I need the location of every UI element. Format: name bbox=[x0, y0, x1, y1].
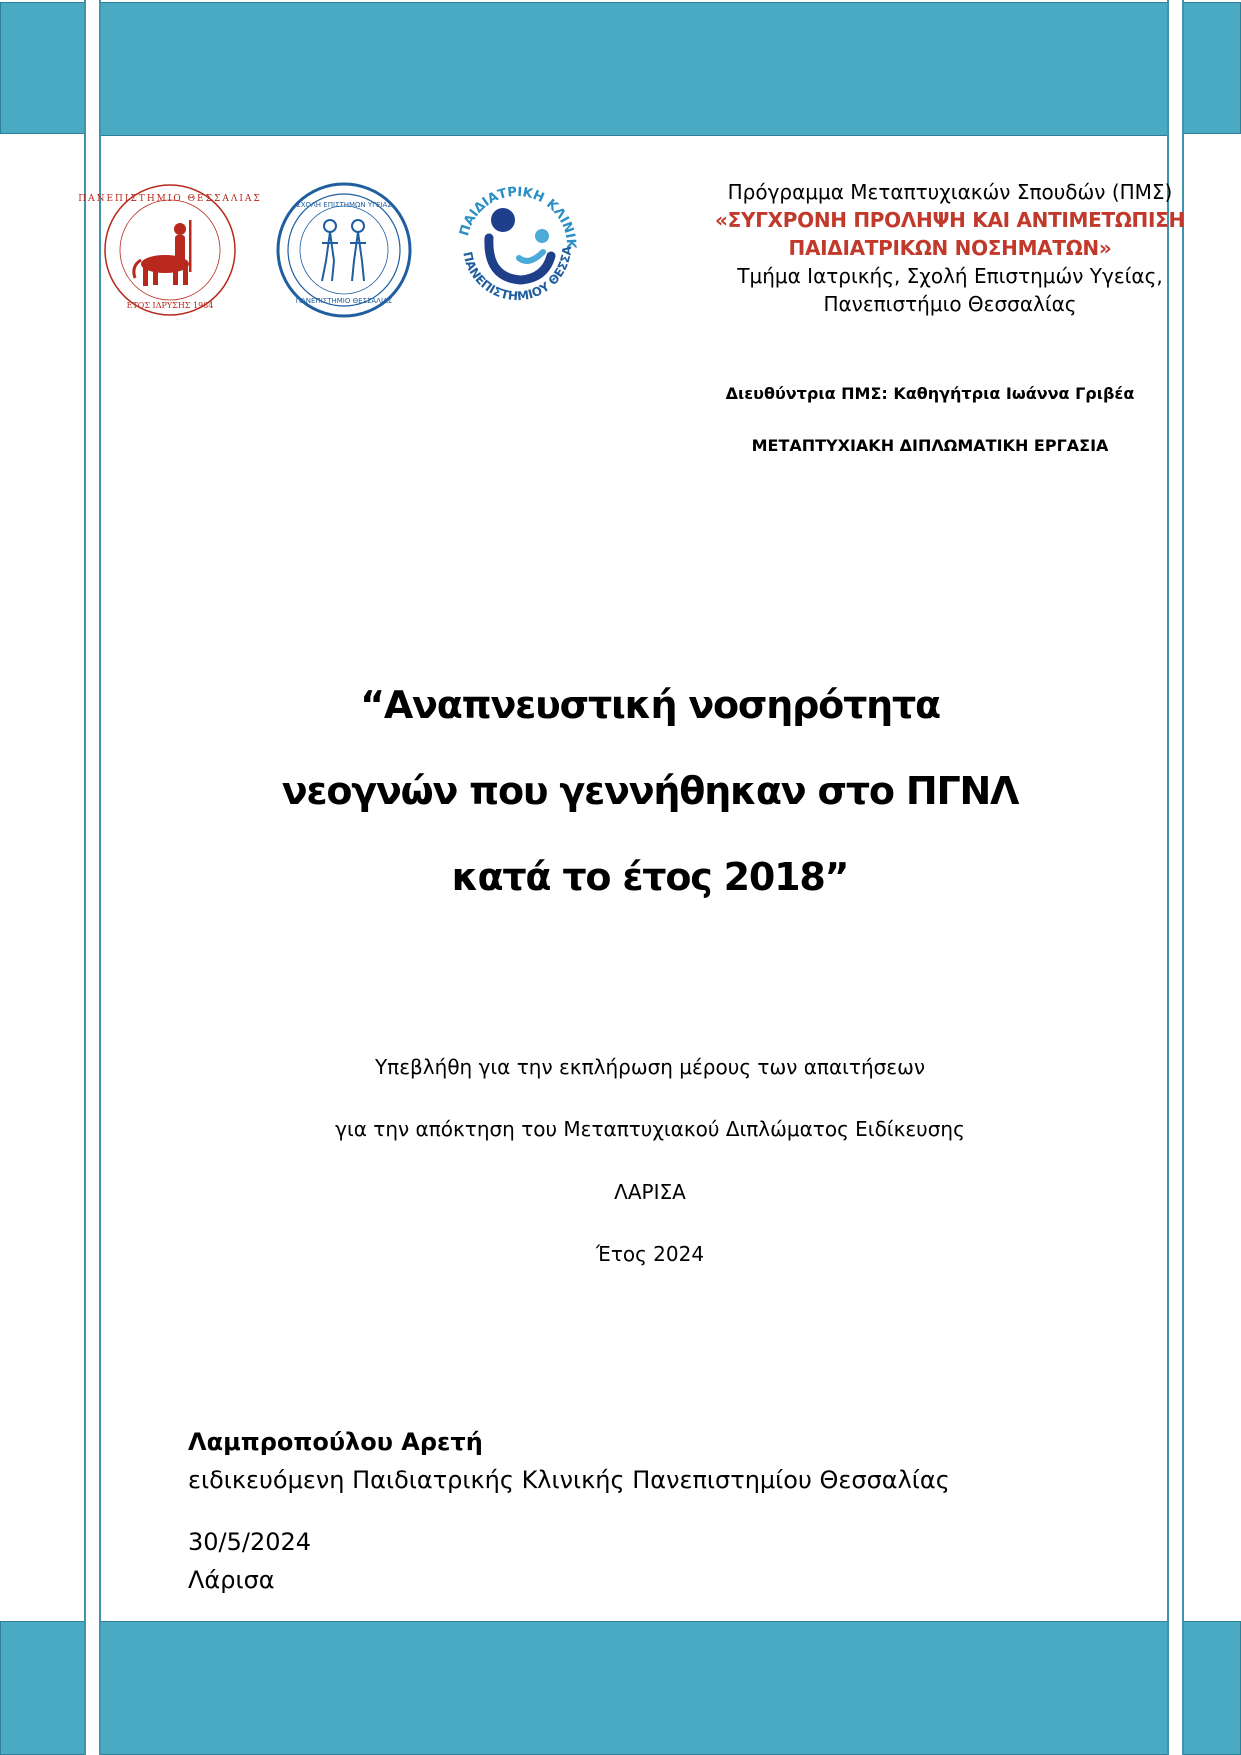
pediatric-clinic-logo-icon bbox=[447, 176, 587, 318]
frame-line bbox=[99, 0, 101, 1755]
program-line-2: «ΣΥΓΧΡΟΝΗ ΠΡΟΛΗΨΗ ΚΑΙ ΑΝΤΙΜΕΤΩΠΙΣΗ bbox=[715, 208, 1185, 232]
footer-band-left bbox=[0, 1621, 86, 1755]
svg-text:ΕΤΟΣ ΙΔΡΥΣΗΣ 1984: ΕΤΟΣ ΙΔΡΥΣΗΣ 1984 bbox=[126, 301, 214, 310]
thesis-title bbox=[150, 662, 1150, 920]
header-band-left bbox=[0, 2, 86, 134]
health-sciences-seal-icon bbox=[276, 181, 412, 319]
svg-text:ΠΑΙΔΙΑΤΡΙΚΗ ΚΛΙΝΙΚΗ: ΠΑΙΔΙΑΤΡΙΚΗ ΚΛΙΝΙΚ bbox=[457, 184, 579, 250]
author-role: ειδικευόμενη Παιδιατρικής Κλινικής Πανεπιστημίου Θεσσαλίας bbox=[188, 1466, 950, 1494]
program-line-3: ΠΑΙΔΙΑΤΡΙΚΩΝ ΝΟΣΗΜΑΤΩΝ» bbox=[788, 236, 1112, 260]
program-line-4: Τμήμα Ιατρικής, Σχολή Επιστημών Υγείας, bbox=[737, 264, 1163, 288]
author-name: Λαμπροπούλου Αρετή bbox=[188, 1428, 483, 1456]
program-info bbox=[700, 178, 1200, 318]
university-thessaly-seal-icon bbox=[78, 180, 262, 320]
svg-text:ΠΑΝΕΠΙΣΤΗΜΙΟ ΘΕΣΣΑΛΙΑΣ: ΠΑΝΕΠΙΣΤΗΜΙΟ ΘΕΣΣΑΛΙΑΣ bbox=[78, 194, 262, 204]
submission-year: Έτος 2024 bbox=[595, 1242, 705, 1266]
title-line-2: νεογνών που γεννήθηκαν στο ΠΓΝΛ bbox=[281, 769, 1019, 813]
footer-band bbox=[99, 1621, 1168, 1755]
program-line-5: Πανεπιστήμιο Θεσσαλίας bbox=[823, 292, 1077, 316]
director-line: Διευθύντρια ΠΜΣ: Καθηγήτρια Ιωάννα Γριβέα bbox=[725, 384, 1135, 403]
header-band-right bbox=[1183, 2, 1241, 134]
thesis-type: ΜΕΤΑΠΤΥΧΙΑΚΗ ΔΙΠΛΩΜΑΤΙΚΗ ΕΡΓΑΣΙΑ bbox=[751, 436, 1109, 455]
header-band bbox=[99, 2, 1168, 136]
frame-line bbox=[84, 0, 86, 1755]
author-place: Λάρισα bbox=[188, 1566, 275, 1594]
footer-band-right bbox=[1183, 1621, 1241, 1755]
svg-text:ΣΧΟΛΗ ΕΠΙΣΤΗΜΩΝ ΥΓΕΙΑΣ: ΣΧΟΛΗ ΕΠΙΣΤΗΜΩΝ ΥΓΕΙΑΣ bbox=[296, 201, 392, 209]
submission-line-1: Υπεβλήθη για την εκπλήρωση μέρους των απαιτήσεων bbox=[374, 1055, 926, 1079]
submission-line-2: για την απόκτηση του Μεταπτυχιακού Διπλώματος Ειδίκευσης bbox=[335, 1117, 965, 1141]
submission-city: ΛΑΡΙΣΑ bbox=[614, 1180, 686, 1204]
svg-text:ΠΑΝΕΠΙΣΤΗΜΙΟΥ ΘΕΣΣΑΛΙΑΣ: ΠΑΝΕΠΙΣΤΗΜΙΟΥ ΘΕΣΣΑ bbox=[460, 245, 575, 304]
svg-text:ΠΑΝΕΠΙΣΤΗΜΙΟ ΘΕΣΣΑΛΙΑΣ: ΠΑΝΕΠΙΣΤΗΜΙΟ ΘΕΣΣΑΛΙΑΣ bbox=[295, 297, 393, 305]
program-line-1: Πρόγραμμα Μεταπτυχιακών Σπουδών (ΠΜΣ) bbox=[727, 180, 1173, 204]
author-date: 30/5/2024 bbox=[188, 1528, 312, 1556]
title-line-1: “Αναπνευστική νοσηρότητα bbox=[360, 683, 940, 727]
title-line-3: κατά το έτος 2018” bbox=[451, 855, 849, 899]
